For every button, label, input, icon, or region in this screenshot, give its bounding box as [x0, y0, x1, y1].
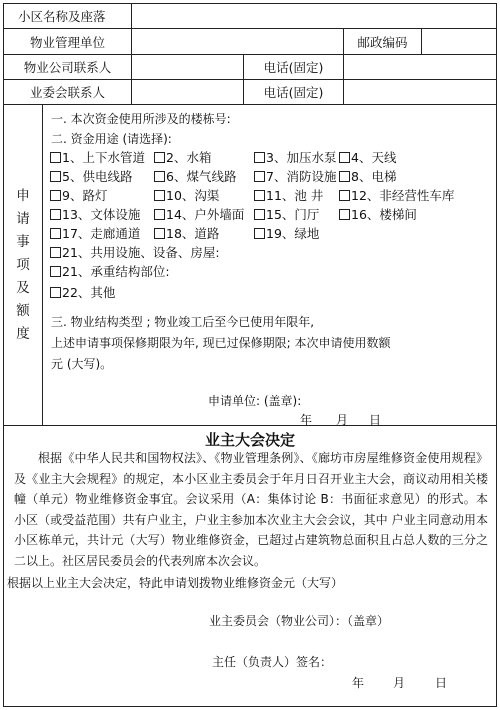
side-char: 及: [16, 279, 30, 296]
option-17-checkbox[interactable]: [50, 224, 140, 242]
side-char: 申: [16, 187, 30, 204]
request-content: [43, 105, 496, 425]
director-sign-label: 主任（负责人）签名：: [212, 655, 333, 669]
community-name-field[interactable]: [132, 4, 496, 28]
option-16-checkbox[interactable]: [339, 205, 417, 223]
phone-field-1[interactable]: [344, 55, 496, 79]
request-side-label: [4, 105, 43, 425]
checkbox-icon: [254, 209, 265, 220]
checkbox-icon: [154, 171, 165, 182]
property-contact-label: 物业公司联系人: [4, 55, 132, 79]
checkbox-icon: [254, 152, 265, 163]
checkbox-icon: [50, 266, 61, 277]
postcode-label: 邮政编码: [344, 29, 422, 54]
checkbox-icon: [50, 209, 61, 220]
option-1-checkbox[interactable]: [50, 148, 145, 166]
checkbox-icon: [154, 190, 165, 201]
amount-line: 元 (大写)。: [51, 357, 113, 371]
option-label: 21、承重结构部位:: [62, 264, 170, 279]
option-3-checkbox[interactable]: [254, 148, 336, 166]
option-label: 19、绿地: [266, 226, 320, 241]
option-11-checkbox[interactable]: [254, 186, 323, 204]
committee-contact-field[interactable]: [132, 80, 244, 104]
phone-field-2[interactable]: [344, 80, 496, 104]
checkbox-icon: [339, 209, 350, 220]
option-20-checkbox[interactable]: [50, 243, 220, 261]
checkbox-icon: [254, 190, 265, 201]
fund-usage-line: 二. 资金用途 (请选择):: [51, 132, 172, 146]
option-6-checkbox[interactable]: [154, 167, 236, 185]
option-21-checkbox[interactable]: [50, 262, 170, 280]
checkbox-icon: [154, 152, 165, 163]
row-mgmt-unit: [4, 29, 496, 55]
structure-type-line: 三. 物业结构类型 ; 物业竣工后至今已使用年限年,: [51, 315, 315, 329]
option-label: 17、走廊通道: [62, 226, 141, 241]
warranty-line: 上述申请事项保修期限为年, 现已过保修期限; 本次申请使用数额: [51, 336, 391, 350]
side-char: 额: [16, 302, 30, 319]
option-4-checkbox[interactable]: [339, 148, 396, 166]
phone-label-1: 电话(固定): [244, 55, 344, 79]
option-12-checkbox[interactable]: [339, 186, 454, 204]
applicant-seal-label: 申请单位: (盖章):: [208, 394, 302, 408]
meeting-date-day: 日: [435, 676, 448, 690]
option-10-checkbox[interactable]: [154, 186, 219, 204]
meeting-title: 业主大会决定: [204, 431, 295, 449]
option-label: 8、电梯: [351, 169, 397, 184]
option-label: 22、其他: [62, 285, 116, 300]
section-divider: [4, 425, 496, 426]
option-8-checkbox[interactable]: [339, 167, 396, 185]
meeting-paragraph: 根据《中华人民共和国物权法》、《物业管理条例》、《廊坊市房屋维修资金使用规程》及《业主大会规程》的规定，本小区业主委员会于年月日召开业主大会，商议动用相关楼幢（单元）物业维修资金事宜。会议采用（A：集体讨论 B：书面征求意见）的形式。本小区（或受益范围）共有户业主，户业主参加本次业主大会会议，其中 户业主同意动用本小区栋单元，共计元（大写）物业维修资金，已超过占建筑物总面积且占总人数的三分之二以上。社区居民委员会的代表列席本次会议。: [14, 451, 488, 568]
checkbox-icon: [339, 152, 350, 163]
checkbox-icon: [50, 287, 61, 298]
option-label: 2、水箱: [166, 150, 212, 165]
side-char: 度: [16, 325, 30, 342]
row-property-contact: [4, 55, 496, 80]
community-name-label: 小区名称及座落: [4, 4, 132, 28]
option-7-checkbox[interactable]: [254, 167, 336, 185]
checkbox-icon: [154, 209, 165, 220]
option-label: 1、上下水管道: [62, 150, 145, 165]
checkbox-icon: [339, 190, 350, 201]
committee-seal-label: 业主委员会（物业公司）：（盖章）: [209, 614, 390, 628]
option-label: 9、路灯: [62, 188, 108, 203]
committee-contact-label: 业委会联系人: [4, 80, 132, 104]
checkbox-icon: [339, 171, 350, 182]
option-9-checkbox[interactable]: [50, 186, 107, 204]
option-label: 16、楼梯间: [351, 207, 417, 222]
fund-application-form: [3, 3, 497, 707]
meeting-date-year: 年: [352, 676, 365, 690]
postcode-field[interactable]: [422, 29, 496, 54]
option-13-checkbox[interactable]: [50, 205, 140, 223]
meeting-conclusion: 根据以上业主大会决定，特此申请划拨物业维修资金元（大写）: [7, 576, 344, 590]
phone-label-2: 电话(固定): [244, 80, 344, 104]
option-label: 21、共用设施、设备、房屋:: [62, 245, 220, 260]
request-date-month: 月: [336, 413, 349, 427]
side-char: 请: [16, 210, 30, 227]
option-label: 11、池 井: [266, 188, 324, 203]
option-label: 14、户外墙面: [166, 207, 245, 222]
option-label: 6、煤气线路: [166, 169, 237, 184]
row-community-name: [4, 4, 496, 29]
option-15-checkbox[interactable]: [254, 205, 319, 223]
option-5-checkbox[interactable]: [50, 167, 132, 185]
request-date-year: 年: [300, 413, 313, 427]
option-label: 5、供电线路: [62, 169, 133, 184]
option-label: 15、门厅: [266, 207, 320, 222]
option-22-checkbox[interactable]: [50, 283, 115, 301]
option-18-checkbox[interactable]: [154, 224, 219, 242]
option-label: 3、加压水泵: [266, 150, 337, 165]
request-date-day: 日: [369, 413, 382, 427]
option-label: 10、沟渠: [166, 188, 220, 203]
option-2-checkbox[interactable]: [154, 148, 211, 166]
checkbox-icon: [50, 171, 61, 182]
checkbox-icon: [154, 228, 165, 239]
property-contact-field[interactable]: [132, 55, 244, 79]
meeting-date-month: 月: [393, 676, 406, 690]
mgmt-unit-label: 物业管理单位: [4, 29, 132, 54]
checkbox-icon: [50, 152, 61, 163]
building-numbers-line: 一. 本次资金使用所涉及的楼栋号:: [51, 112, 231, 126]
checkbox-icon: [50, 190, 61, 201]
mgmt-unit-field[interactable]: [132, 29, 344, 54]
checkbox-icon: [254, 171, 265, 182]
checkbox-icon: [50, 228, 61, 239]
side-char: 项: [16, 256, 30, 273]
row-committee-contact: [4, 80, 496, 105]
option-label: 18、道路: [166, 226, 220, 241]
checkbox-icon: [50, 247, 61, 258]
option-label: 12、非经营性车库: [351, 188, 455, 203]
option-label: 4、天线: [351, 150, 397, 165]
option-19-checkbox[interactable]: [254, 224, 319, 242]
option-label: 7、消防设施: [266, 169, 337, 184]
side-char: 事: [16, 233, 30, 250]
checkbox-icon: [254, 228, 265, 239]
option-14-checkbox[interactable]: [154, 205, 244, 223]
option-label: 13、文体设施: [62, 207, 141, 222]
